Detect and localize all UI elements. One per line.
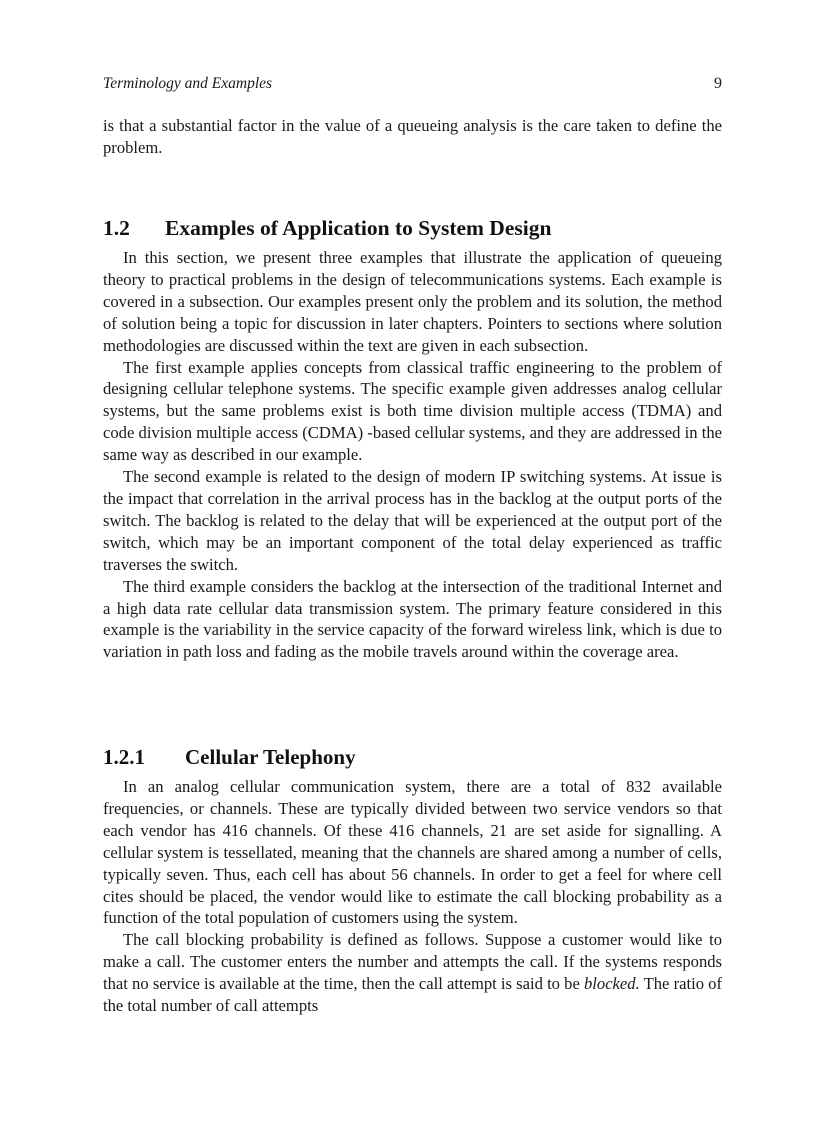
paragraph: In this section, we present three examples that illustrate the application of queueing theory to practical problems in the design of telecommunications systems. Each example is covered in a subsection. Our examples present only the problem and its solution, the method of solution being a topic for discussion in later chapters. Pointers to sections where solution methodologies are discussed within the text are given in each subsection.: [103, 248, 722, 355]
section-1-2-1-body: [103, 776, 722, 1017]
running-header: [103, 75, 722, 95]
subsection-title: Cellular Telephony: [185, 745, 356, 769]
section-number: 1.2: [103, 216, 130, 240]
intro-text-block: [103, 115, 722, 159]
paragraph: The second example is related to the design of modern IP switching systems. At issue is the impact that correlation in the arrival process has in the backlog at the output ports of the switch. The backlog is related to the delay that will be experienced at the output port of the switch, which may be an important component of the total delay experienced as traffic traverses the switch.: [103, 467, 722, 574]
paragraph: In an analog cellular communication system, there are a total of 832 available frequencies, or channels. These are typically divided between two service vendors so that each vendor has 416 channels. Of these 416 channels, 21 are set aside for signalling. A cellular system is tessellated, meaning that the channels are shared among a number of cells, typically seven. Thus, each cell has about 56 channels. In order to get a feel for where cell cites should be placed, the vendor would like to estimate the call blocking probability as a function of the total population of customers using the system.: [103, 777, 722, 928]
subsection-number: 1.2.1: [103, 745, 145, 769]
paragraph: [103, 929, 722, 1017]
section-title: Examples of Application to System Design: [165, 216, 552, 240]
page-number: 9: [714, 75, 722, 92]
paragraph-text: The ratio of the total number of call attempts: [103, 974, 722, 1016]
paragraph: The third example considers the backlog at the intersection of the traditional Internet and a high data rate cellular data transmission system. The primary feature considered in this example is the variability in the service capacity of the forward wireless link, which is due to variation in path loss and fading as the mobile travels around within the coverage area.: [103, 576, 722, 662]
section-heading-1-2: [103, 216, 551, 241]
running-title: Terminology and Examples: [103, 75, 273, 92]
emphasized-term: blocked.: [583, 974, 640, 994]
paragraph-text: The call blocking probability is defined as follows. Suppose a customer would like to make a call. The customer enters the number and attempts the call. If the systems responds that no service is available at the time, then the call attempt is said to be: [103, 930, 722, 994]
paragraph: The first example applies concepts from classical traffic engineering to the problem of designing cellular telephone systems. The specific example given addresses analog cellular systems, but the same problems exist is both time division multiple access (TDMA) and code division multiple access (CDMA) -based cellular systems, and they are addressed in the same way as described in our example.: [103, 357, 722, 465]
subsection-heading-1-2-1: [103, 745, 356, 770]
section-1-2-body: [103, 247, 722, 663]
intro-paragraph: is that a substantial factor in the value of a queueing analysis is the care taken to define the problem.: [103, 116, 722, 157]
